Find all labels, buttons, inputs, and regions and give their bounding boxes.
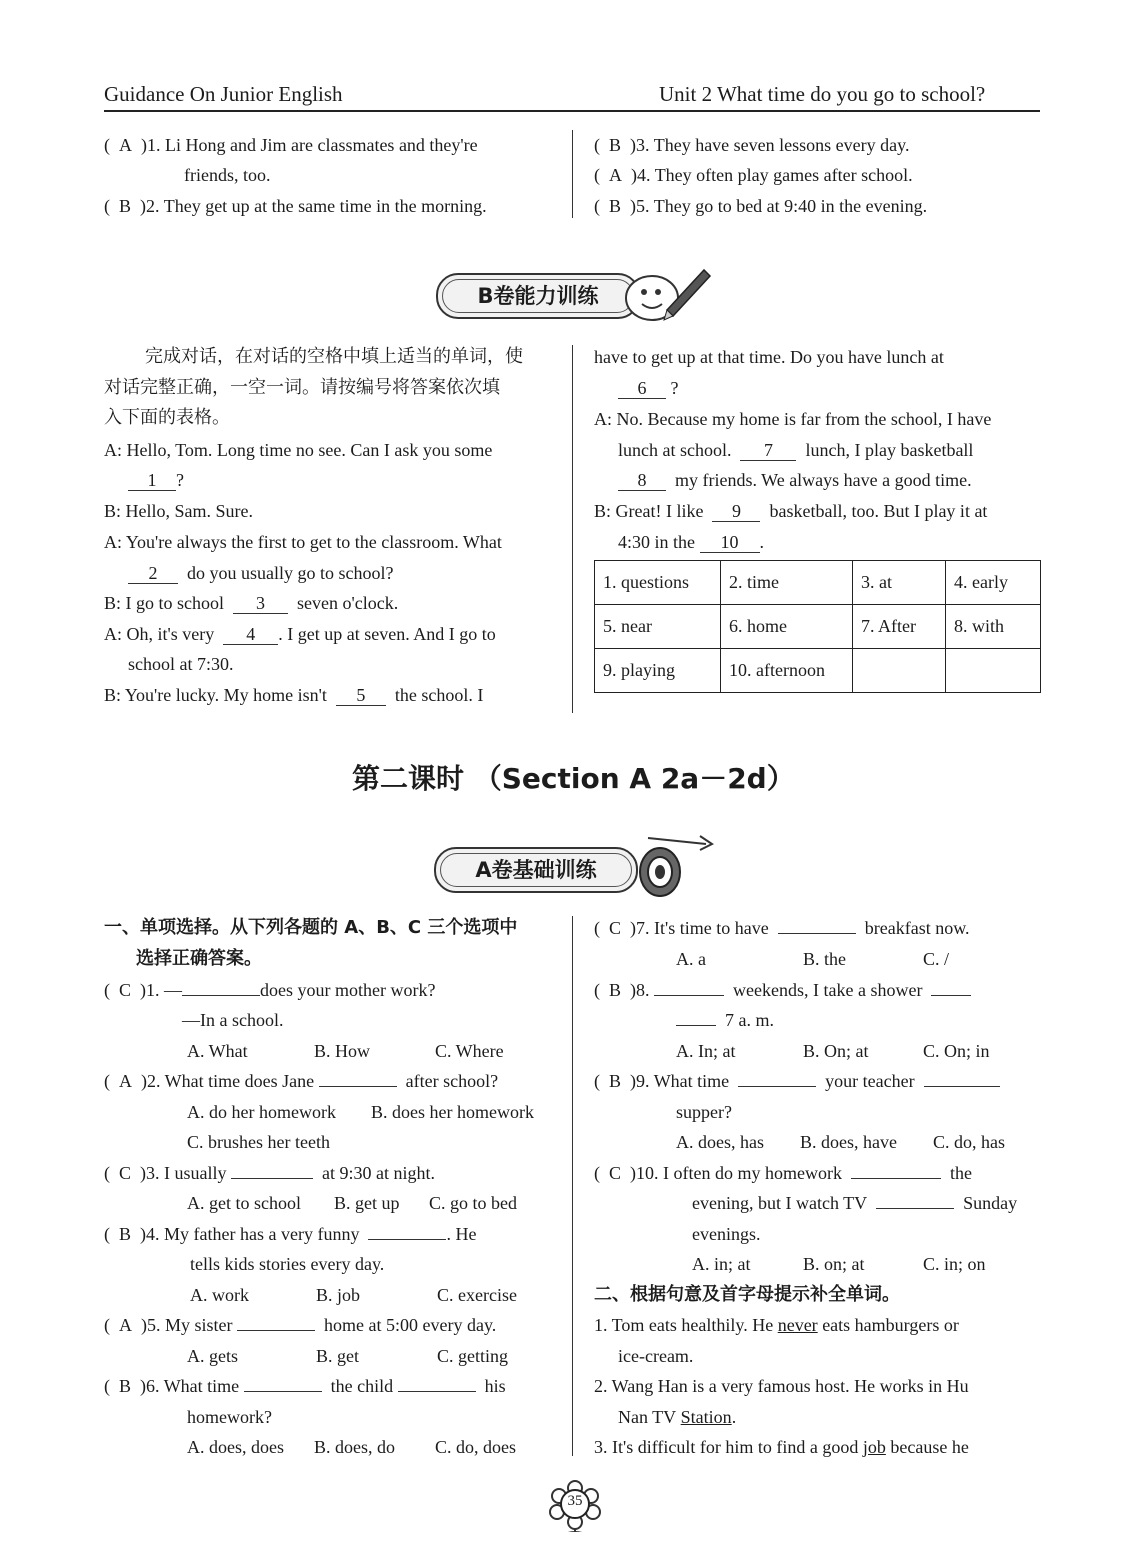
option: B. does, have — [800, 1132, 897, 1152]
option: A. does, has — [676, 1132, 764, 1152]
question-continuation: 7 a. m. — [676, 1008, 774, 1032]
option: C. Where — [435, 1041, 504, 1061]
option: B. get up — [334, 1193, 400, 1213]
answer-row: ( B )2. They get up at the same time in the morning. — [104, 196, 487, 216]
answer-cell: 1. questions — [595, 561, 721, 605]
question-continuation: evening, but I watch TV Sunday — [692, 1193, 1018, 1213]
page-number: 35 — [567, 1493, 583, 1509]
filled-word: Station — [680, 1407, 732, 1427]
dialogue-line: 1 ? — [128, 468, 184, 492]
blank-9: 9 — [712, 501, 760, 522]
target-arrow-icon — [618, 830, 718, 900]
answer-continuation: friends, too. — [184, 165, 271, 185]
part1-heading: 一、单项选择。从下列各题的 A、B、C 三个选项中 — [104, 917, 518, 938]
question-continuation: evenings. — [692, 1224, 761, 1244]
running-header-left: Guidance On Junior English — [104, 82, 343, 106]
dialogue-line: A: No. Because my home is far from the school, I have — [594, 409, 992, 429]
answer-cell — [853, 649, 946, 693]
dialogue-line: B: Hello, Sam. Sure. — [104, 501, 253, 521]
blank-3: 3 — [233, 593, 288, 614]
fill-sentence-continuation: Nan TV Station. — [618, 1407, 737, 1427]
answer-cell: 9. playing — [595, 649, 721, 693]
question-10: ( C )10. I often do my homework the — [594, 1163, 972, 1183]
dialogue-line: A: Hello, Tom. Long time no see. Can I ask you some — [104, 440, 493, 460]
answer-cell: 10. afternoon — [721, 649, 853, 693]
dialogue-line: 6 ? — [618, 376, 679, 400]
option: C. getting — [437, 1346, 508, 1366]
option: B. does, do — [314, 1437, 395, 1457]
part1-heading: 选择正确答案。 — [136, 948, 262, 969]
blank-5: 5 — [336, 685, 386, 706]
option: A. work — [190, 1285, 249, 1305]
option: C. exercise — [437, 1285, 517, 1305]
blank-6: 6 — [618, 378, 666, 399]
option: B. job — [316, 1285, 361, 1305]
question-continuation: homework? — [187, 1407, 272, 1427]
dialogue-line: 2 do you usually go to school? — [128, 561, 393, 585]
option: A. In; at — [676, 1041, 736, 1061]
question-6: ( B )6. What time the child his — [104, 1376, 506, 1396]
option: B. How — [314, 1041, 371, 1061]
option: C. do, has — [933, 1132, 1005, 1152]
pencil-icon — [612, 258, 712, 328]
option: C. do, does — [435, 1437, 516, 1457]
lesson-title: 第二课时 （Section A 2a－2d） — [352, 762, 795, 795]
answer-row: ( A )4. They often play games after school. — [594, 165, 913, 185]
option: C. go to bed — [429, 1193, 517, 1213]
fill-sentence-1: 1. Tom eats healthily. He never eats hamburgers or — [594, 1315, 959, 1335]
question-8: ( B )8. weekends, I take a shower — [594, 978, 971, 1002]
running-header-right: Unit 2 What time do you go to school? — [659, 82, 986, 106]
question-continuation: supper? — [676, 1102, 732, 1122]
answer-cell: 4. early — [946, 561, 1041, 605]
option: B. get — [316, 1346, 359, 1366]
part2-heading: 二、根据句意及首字母提示补全单词。 — [594, 1284, 900, 1305]
answer-cell — [946, 649, 1041, 693]
option: C. / — [923, 949, 950, 969]
answer-cell: 6. home — [721, 605, 853, 649]
dialogue-line: B: You're lucky. My home isn't 5 the school. I — [104, 685, 484, 705]
question-continuation: tells kids stories every day. — [190, 1254, 385, 1274]
blank-7: 7 — [740, 440, 796, 461]
answer-row: ( B )3. They have seven lessons every day. — [594, 135, 910, 155]
fill-sentence-3: 3. It's difficult for him to find a good job because he — [594, 1437, 969, 1457]
dialogue-line: have to get up at that time. Do you have lunch at — [594, 347, 944, 367]
option: B. On; at — [803, 1041, 869, 1061]
dialogue-line: A: You're always the first to get to the classroom. What — [104, 532, 502, 552]
instruction-line: 入下面的表格。 — [104, 407, 230, 428]
filled-word: job — [862, 1437, 886, 1457]
dialogue-line: B: Great! I like 9 basketball, too. But I play it at — [594, 501, 988, 521]
answer-cell: 5. near — [595, 605, 721, 649]
option: B. the — [803, 949, 846, 969]
instruction-line: 完成对话，在对话的空格中填上适当的单词，使 — [145, 346, 523, 367]
header-rule — [104, 110, 1040, 112]
section-b-banner: B卷能力训练 — [436, 273, 640, 319]
blank-1: 1 — [128, 470, 176, 491]
question-5: ( A )5. My sister home at 5:00 every day. — [104, 1315, 497, 1335]
option: A. do her homework — [187, 1102, 336, 1122]
column-divider — [572, 130, 573, 218]
dialogue-line: 8 my friends. We always have a good time. — [618, 468, 972, 492]
option: B. does her homework — [371, 1102, 534, 1122]
question-4: ( B )4. My father has a very funny . He — [104, 1224, 477, 1244]
answer-row: ( B )5. They go to bed at 9:40 in the evening. — [594, 196, 928, 216]
question-9: ( B )9. What time your teacher — [594, 1069, 1000, 1093]
question-2: ( A )2. What time does Jane after school? — [104, 1071, 499, 1091]
blank-2: 2 — [128, 563, 178, 584]
answer-cell: 3. at — [853, 561, 946, 605]
answer-row: ( A )1. Li Hong and Jim are classmates and they're — [104, 135, 478, 155]
dialogue-line: A: Oh, it's very 4 . I get up at seven. And I go to — [104, 624, 496, 644]
option: A. What — [187, 1041, 248, 1061]
blank-8: 8 — [618, 470, 666, 491]
option: A. gets — [187, 1346, 238, 1366]
option: C. in; on — [923, 1254, 986, 1274]
option: A. get to school — [187, 1193, 301, 1213]
question-1: ( C )1. — does your mother work? — [104, 980, 436, 1000]
dialogue-line: B: I go to school 3 seven o'clock. — [104, 593, 399, 613]
question-7: ( C )7. It's time to have breakfast now. — [594, 918, 970, 938]
answer-cell: 2. time — [721, 561, 853, 605]
answer-cell: 7. After — [853, 605, 946, 649]
column-divider — [572, 345, 573, 713]
answer-table — [594, 560, 1041, 693]
answer-cell: 8. with — [946, 605, 1041, 649]
question-3: ( C )3. I usually at 9:30 at night. — [104, 1163, 435, 1183]
section-a-banner: A卷基础训练 — [434, 847, 638, 893]
dialogue-line: 4:30 in the 10 . — [618, 532, 764, 552]
fill-sentence-2: 2. Wang Han is a very famous host. He works in Hu — [594, 1376, 969, 1396]
dialogue-line: lunch at school. 7 lunch, I play basketball — [618, 440, 974, 460]
dialogue-line: school at 7:30. — [128, 654, 234, 674]
option: C. On; in — [923, 1041, 990, 1061]
option: A. a — [676, 949, 706, 969]
fill-sentence-continuation: ice-cream. — [618, 1346, 694, 1366]
blank-4: 4 — [223, 624, 278, 645]
blank-10: 10 — [700, 532, 760, 553]
filled-word: never — [777, 1315, 818, 1335]
option: B. on; at — [803, 1254, 865, 1274]
instruction-line: 对话完整正确，一空一词。请按编号将答案依次填 — [104, 377, 500, 398]
option: A. in; at — [692, 1254, 751, 1274]
option: C. brushes her teeth — [187, 1132, 330, 1152]
question-reply: —In a school. — [182, 1010, 284, 1030]
option: A. does, does — [187, 1437, 284, 1457]
column-divider — [572, 916, 573, 1456]
